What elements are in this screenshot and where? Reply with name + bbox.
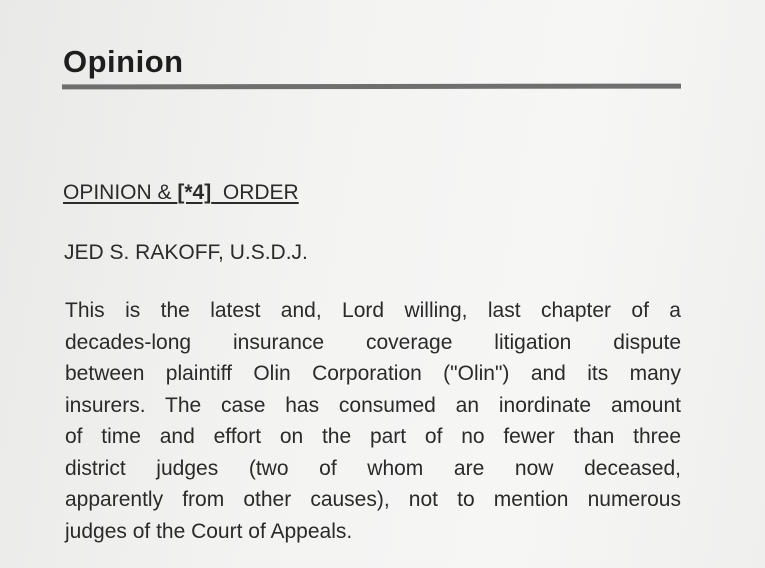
opinion-order-title-text: OPINION & [63, 181, 178, 204]
opinion-order-title [63, 181, 299, 205]
paragraph-line: insurers. The case has consumed an inordinate amount [65, 393, 681, 417]
section-heading: Opinion [63, 44, 184, 79]
opinion-paragraph [65, 295, 681, 547]
paragraph-line: between plaintiff Olin Corporation ("Olin") and its many [65, 362, 681, 385]
judge-name: JED S. RAKOFF, U.S.D.J. [64, 241, 308, 264]
paragraph-line: district judges (two of whom are now deceased, [65, 456, 681, 480]
opinion-order-title-suffix: ORDER [211, 181, 299, 204]
paragraph-line: This is the latest and, Lord willing, last chapter of a [65, 299, 681, 322]
paragraph-line: judges of the Court of Appeals. [65, 519, 353, 543]
heading-divider [62, 84, 681, 90]
paragraph-line: apparently from other causes), not to mention numerous [65, 488, 681, 511]
page-marker: [*4] [177, 181, 212, 204]
paragraph-line: decades-long insurance coverage litigation dispute [65, 330, 681, 354]
paragraph-line: of time and effort on the part of no fewer than three [65, 425, 681, 448]
